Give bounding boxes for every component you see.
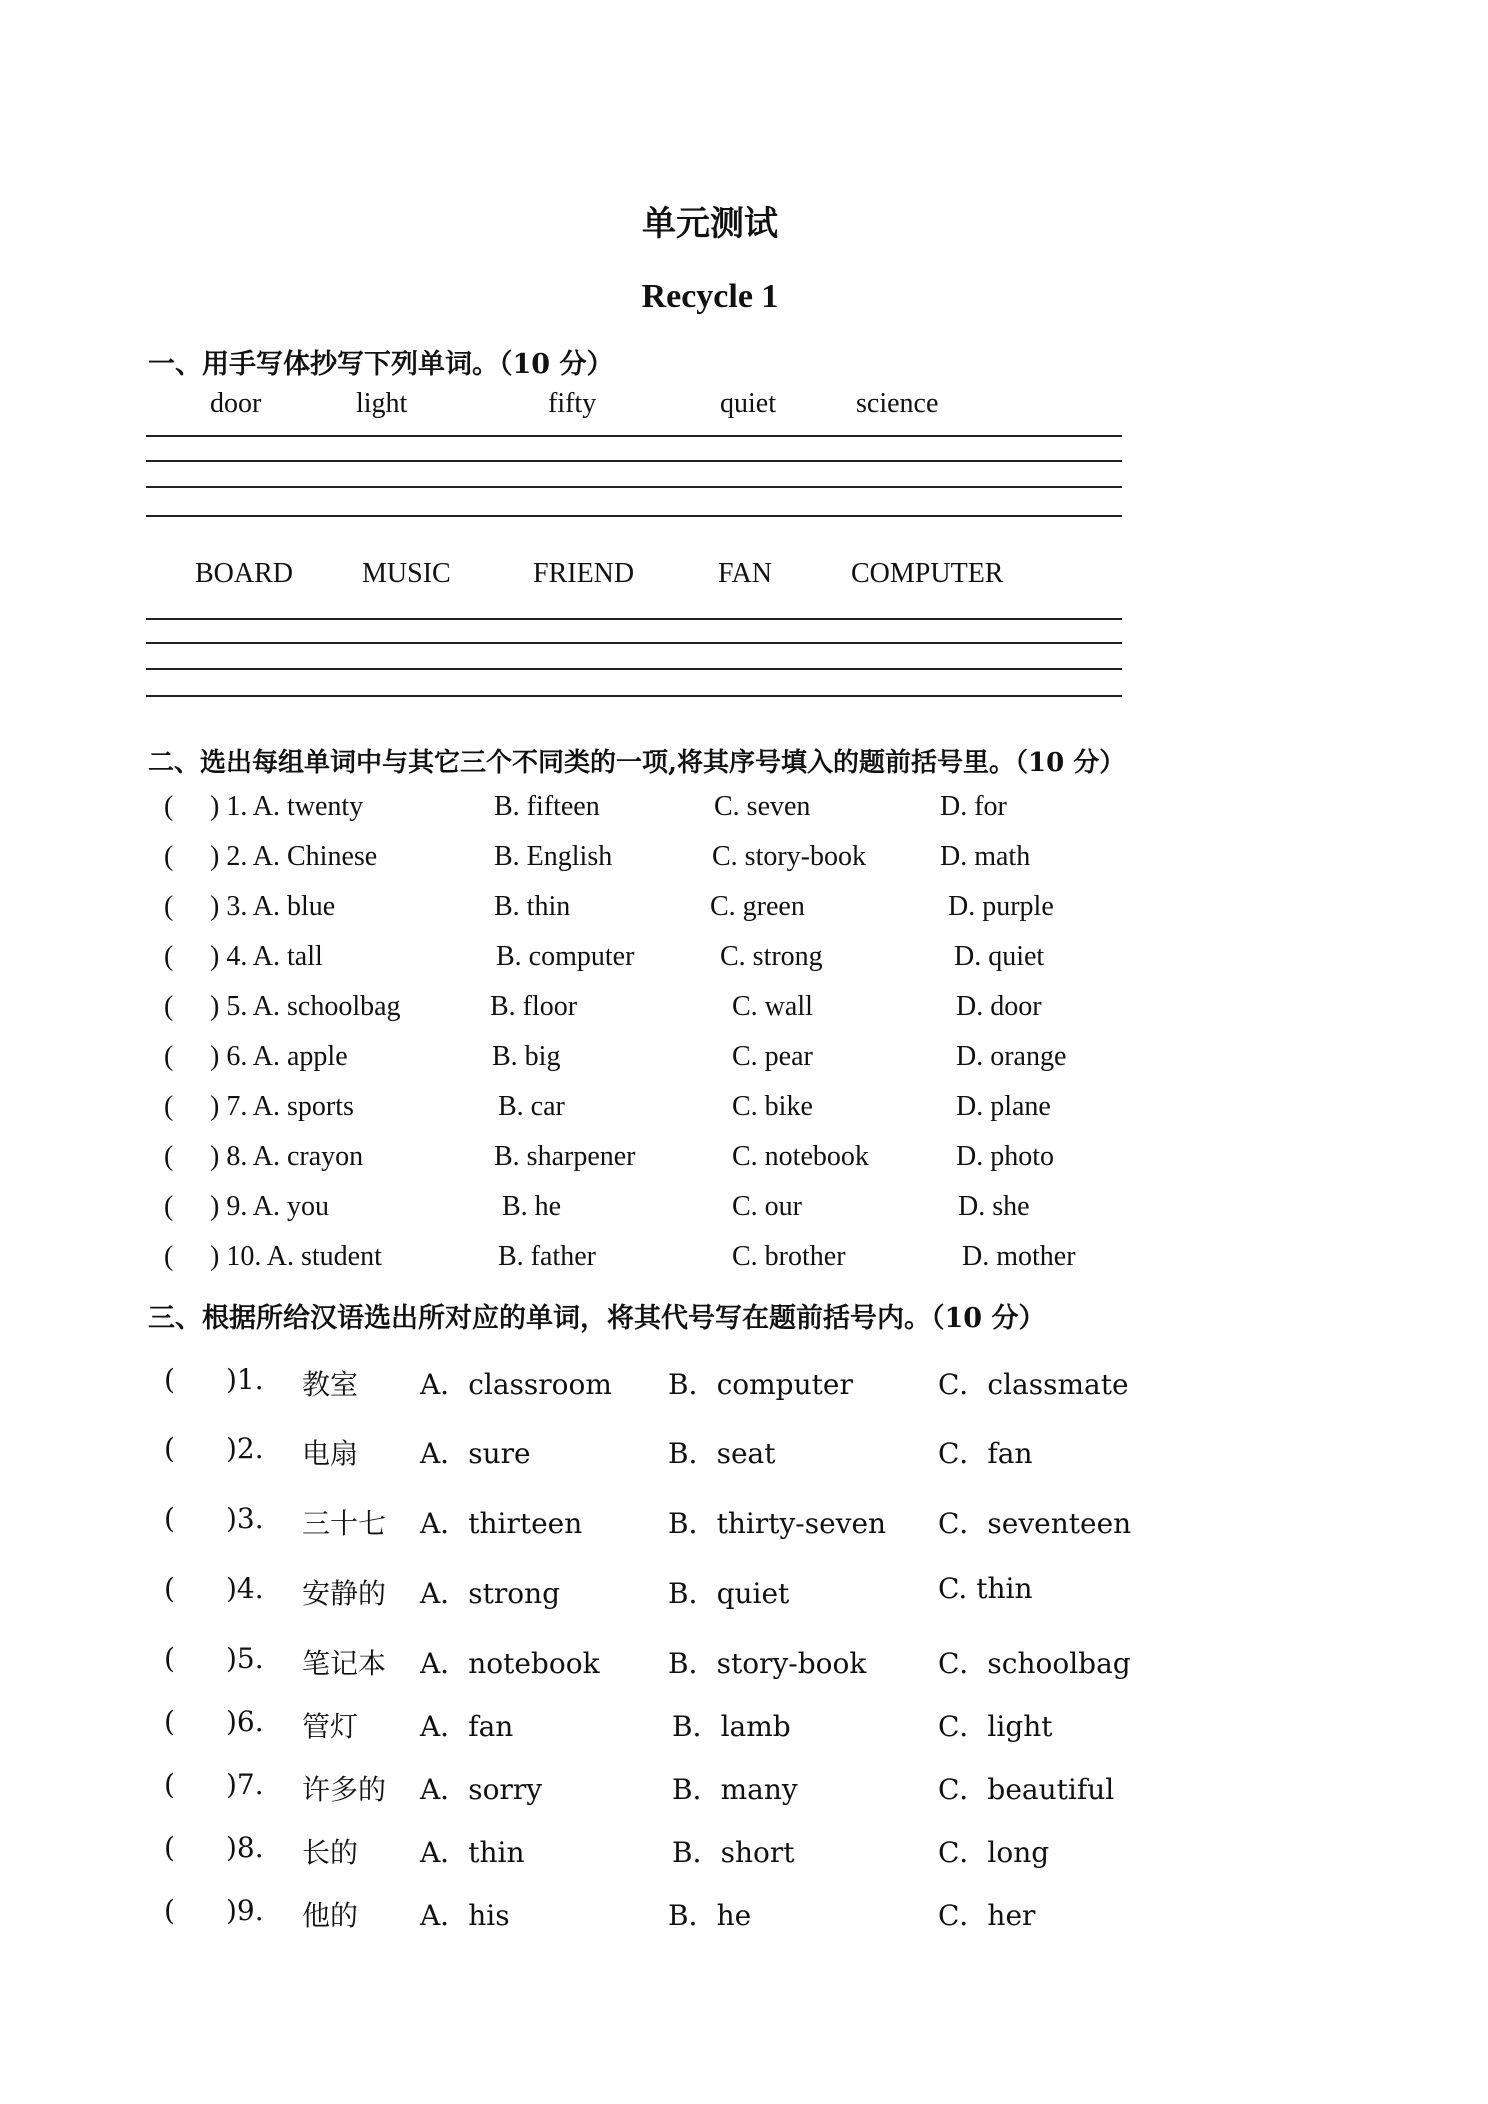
question-number: )7. bbox=[226, 1768, 264, 1801]
option-d: D. math bbox=[940, 841, 1031, 872]
answer-bracket[interactable]: ( bbox=[164, 1502, 175, 1535]
word-computer: COMPUTER bbox=[851, 558, 1004, 589]
option-d: D. mother bbox=[962, 1241, 1076, 1272]
writing-line bbox=[146, 460, 1122, 462]
word-board: BOARD bbox=[195, 558, 294, 589]
writing-line bbox=[146, 515, 1122, 517]
option-a: ) 8. A. crayon bbox=[210, 1141, 364, 1172]
chinese-word: 教室 bbox=[302, 1368, 359, 1401]
answer-bracket[interactable]: ( bbox=[164, 1831, 175, 1864]
option-c: C. notebook bbox=[732, 1141, 869, 1172]
option-b: B. he bbox=[502, 1191, 562, 1222]
option-b: B. fifteen bbox=[494, 791, 600, 822]
option-b: B. floor bbox=[490, 991, 578, 1022]
option-b: B．seat bbox=[668, 1437, 776, 1470]
answer-bracket[interactable]: ( bbox=[164, 1363, 175, 1396]
option-d: D. door bbox=[956, 991, 1042, 1022]
option-c: C. green bbox=[710, 891, 805, 922]
writing-line bbox=[146, 642, 1122, 644]
question-number: )4. bbox=[226, 1572, 264, 1605]
option-c: C. thin bbox=[938, 1572, 1033, 1605]
word-science: science bbox=[856, 388, 939, 419]
answer-bracket[interactable]: ( bbox=[164, 1432, 175, 1465]
page-subtitle: Recycle 1 bbox=[641, 278, 779, 315]
option-c: C. our bbox=[732, 1191, 802, 1222]
question-number: )6. bbox=[226, 1705, 264, 1738]
option-d: D. purple bbox=[948, 891, 1054, 922]
word-friend: FRIEND bbox=[533, 558, 635, 589]
option-b: B. thin bbox=[494, 891, 571, 922]
question-number: )5. bbox=[226, 1642, 264, 1675]
option-d: D. orange bbox=[956, 1041, 1067, 1072]
option-c: C．long bbox=[938, 1836, 1050, 1869]
option-a: ) 2. A. Chinese bbox=[210, 841, 378, 872]
option-c: C. wall bbox=[732, 991, 813, 1022]
answer-bracket[interactable]: ( bbox=[164, 1572, 175, 1605]
option-c: C．classmate bbox=[938, 1368, 1129, 1401]
option-b: B．many bbox=[672, 1773, 798, 1806]
option-b: B．story-book bbox=[668, 1647, 867, 1680]
answer-bracket[interactable]: ( bbox=[164, 1241, 174, 1272]
chinese-word: 他的 bbox=[302, 1899, 359, 1932]
chinese-word: 电扇 bbox=[302, 1437, 359, 1470]
option-c: C. seven bbox=[714, 791, 811, 822]
option-c: C. story-book bbox=[712, 841, 866, 872]
option-b: B. father bbox=[498, 1241, 596, 1272]
option-a: A．thin bbox=[420, 1836, 525, 1869]
answer-bracket[interactable]: ( bbox=[164, 1091, 174, 1122]
option-c: C．seventeen bbox=[938, 1507, 1132, 1540]
writing-line bbox=[146, 486, 1122, 488]
option-d: D. plane bbox=[956, 1091, 1051, 1122]
chinese-word: 三十七 bbox=[302, 1507, 387, 1540]
chinese-word: 管灯 bbox=[302, 1710, 359, 1743]
word-door: door bbox=[210, 388, 262, 419]
option-b: B. computer bbox=[496, 941, 635, 972]
option-d: D. photo bbox=[956, 1141, 1054, 1172]
answer-bracket[interactable]: ( bbox=[164, 1705, 175, 1738]
option-d: D. quiet bbox=[954, 941, 1045, 972]
writing-line bbox=[146, 695, 1122, 697]
answer-bracket[interactable]: ( bbox=[164, 1041, 174, 1072]
option-c: C. pear bbox=[732, 1041, 813, 1072]
option-a: ) 5. A. schoolbag bbox=[210, 991, 401, 1022]
answer-bracket[interactable]: ( bbox=[164, 1768, 175, 1801]
question-number: )1. bbox=[226, 1363, 264, 1396]
word-fan: FAN bbox=[718, 558, 772, 589]
answer-bracket[interactable]: ( bbox=[164, 1642, 175, 1675]
word-fifty: fifty bbox=[548, 388, 597, 419]
option-b: B．lamb bbox=[672, 1710, 791, 1743]
answer-bracket[interactable]: ( bbox=[164, 1894, 175, 1927]
option-c: C. bike bbox=[732, 1091, 813, 1122]
answer-bracket[interactable]: ( bbox=[164, 991, 174, 1022]
word-music: MUSIC bbox=[362, 558, 451, 589]
answer-bracket[interactable]: ( bbox=[164, 941, 174, 972]
option-a: A．classroom bbox=[420, 1368, 612, 1401]
word-quiet: quiet bbox=[720, 388, 776, 419]
question-number: )9. bbox=[226, 1894, 264, 1927]
chinese-word: 长的 bbox=[302, 1836, 359, 1869]
question-number: )2. bbox=[226, 1432, 264, 1465]
option-a: ) 10. A. student bbox=[210, 1241, 382, 1272]
answer-bracket[interactable]: ( bbox=[164, 791, 174, 822]
option-c: C．her bbox=[938, 1899, 1036, 1932]
option-d: D. she bbox=[958, 1191, 1030, 1222]
section2-heading: 二、选出每组单词中与其它三个不同类的一项,将其序号填入的题前括号里。（10 分） bbox=[148, 748, 1126, 778]
option-b: B．he bbox=[668, 1899, 752, 1932]
option-b: B．short bbox=[672, 1836, 795, 1869]
option-a: ) 7. A. sports bbox=[210, 1091, 354, 1122]
writing-line bbox=[146, 435, 1122, 437]
option-a: ) 6. A. apple bbox=[210, 1041, 348, 1072]
option-d: D. for bbox=[940, 791, 1007, 822]
option-b: B．quiet bbox=[668, 1577, 790, 1610]
option-a: A．notebook bbox=[420, 1647, 600, 1680]
option-b: B．computer bbox=[668, 1368, 853, 1401]
option-c: C．beautiful bbox=[938, 1773, 1115, 1806]
option-c: C. strong bbox=[720, 941, 823, 972]
option-b: B. English bbox=[494, 841, 613, 872]
section3-heading: 三、根据所给汉语选出所对应的单词，将其代号写在题前括号内。（10 分） bbox=[148, 1303, 1046, 1334]
section1-heading: 一、用手写体抄写下列单词。（10 分） bbox=[148, 349, 614, 380]
option-a: ) 9. A. you bbox=[210, 1191, 329, 1222]
chinese-word: 笔记本 bbox=[302, 1647, 387, 1680]
option-a: ) 3. A. blue bbox=[210, 891, 336, 922]
chinese-word: 许多的 bbox=[302, 1773, 387, 1806]
option-c: C．light bbox=[938, 1710, 1053, 1743]
option-a: A．sure bbox=[420, 1437, 531, 1470]
option-a: A．thirteen bbox=[420, 1507, 583, 1540]
question-number: )3. bbox=[226, 1502, 264, 1535]
answer-bracket[interactable]: ( bbox=[164, 1191, 174, 1222]
option-c: C．schoolbag bbox=[938, 1647, 1131, 1680]
option-a: A．his bbox=[420, 1899, 510, 1932]
answer-bracket[interactable]: ( bbox=[164, 891, 174, 922]
option-b: B. big bbox=[492, 1041, 561, 1072]
option-a: A．sorry bbox=[420, 1773, 543, 1806]
option-c: C．fan bbox=[938, 1437, 1033, 1470]
option-a: ) 1. A. twenty bbox=[210, 791, 364, 822]
chinese-word: 安静的 bbox=[302, 1577, 387, 1610]
question-number: )8. bbox=[226, 1831, 264, 1864]
option-b: B. car bbox=[498, 1091, 565, 1122]
writing-line bbox=[146, 668, 1122, 670]
option-a: A．strong bbox=[420, 1577, 561, 1610]
option-b: B．thirty-seven bbox=[668, 1507, 887, 1540]
option-b: B. sharpener bbox=[494, 1141, 636, 1172]
writing-line bbox=[146, 618, 1122, 620]
page-title: 单元测试 bbox=[642, 204, 778, 244]
word-light: light bbox=[356, 388, 408, 419]
option-a: A．fan bbox=[420, 1710, 514, 1743]
answer-bracket[interactable]: ( bbox=[164, 841, 174, 872]
answer-bracket[interactable]: ( bbox=[164, 1141, 174, 1172]
option-a: ) 4. A. tall bbox=[210, 941, 323, 972]
option-c: C. brother bbox=[732, 1241, 846, 1272]
